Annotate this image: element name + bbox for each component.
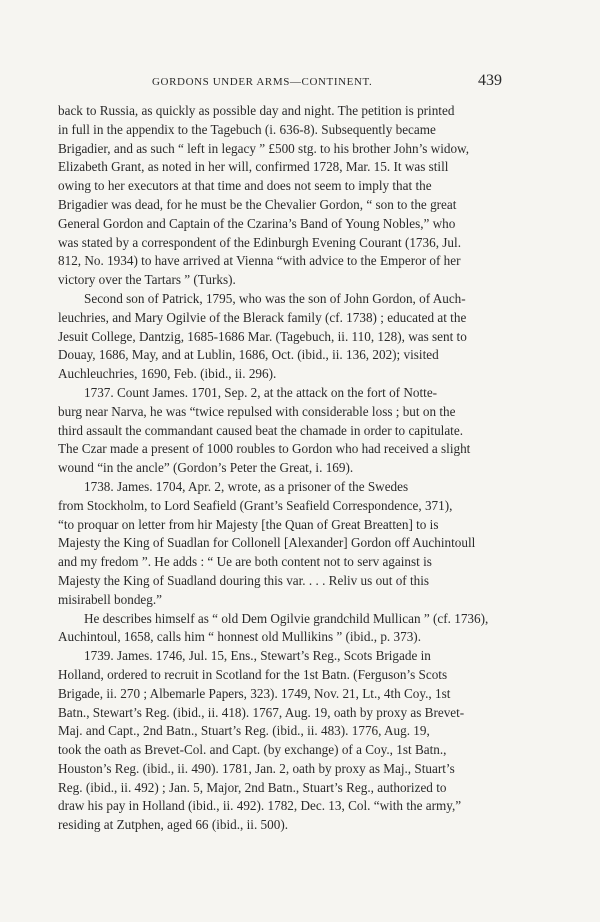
text-line: Jesuit College, Dantzig, 1685-1686 Mar. (Tagebuch, ii. 110, 128), was sent to <box>58 328 467 344</box>
text-line: Batn., Stewart’s Reg. (ibid., ii. 418). 1767, Aug. 19, oath by proxy as Brevet- <box>58 704 465 720</box>
text-line: 1738. James. 1704, Apr. 2, wrote, as a prisoner of the Swedes <box>84 478 409 494</box>
text-line: draw his pay in Holland (ibid., ii. 492). 1782, Dec. 13, Col. “with the army,” <box>58 798 462 814</box>
text-line: Brigade, ii. 270 ; Albemarle Papers, 323). 1749, Nov. 21, Lt., 4th Coy., 1st <box>58 685 451 701</box>
text-line: wound “in the ancle” (Gordon’s Peter the Great, i. 169). <box>58 460 354 476</box>
text-line: Elizabeth Grant, as noted in her will, confirmed 1728, Mar. 15. It was still <box>58 159 449 175</box>
text-line: back to Russia, as quickly as possible day and night. The petition is printed <box>58 103 455 118</box>
page-header <box>0 72 600 94</box>
text-line: Reg. (ibid., ii. 492) ; Jan. 5, Major, 2nd Batn., Stuart’s Reg., authorized to <box>58 779 447 795</box>
text-line: Brigadier was dead, for he must be the Chevalier Gordon, “ son to the great <box>58 196 457 212</box>
text-line: Holland, ordered to recruit in Scotland for the 1st Batn. (Ferguson’s Scots <box>58 666 448 682</box>
text-line: Houston’s Reg. (ibid., ii. 490). 1781, Jan. 2, oath by proxy as Maj., Stuart’s <box>58 760 455 776</box>
page-number: 439 <box>478 72 502 89</box>
text-line: third assault the commandant caused beat the chamade in order to capitulate. <box>58 422 463 438</box>
text-line: Auchintoul, 1658, calls him “ honnest old Mullikins ” (ibid., p. 373). <box>58 629 421 645</box>
text-line: in full in the appendix to the Tagebuch (i. 636-8). Subsequently became <box>58 121 436 137</box>
text-line: from Stockholm, to Lord Seafield (Grant’s Seafield Correspondence, 371), <box>58 497 453 513</box>
text-line: Brigadier, and as such “ left in legacy ” £500 stg. to his brother John’s widow, <box>58 140 470 156</box>
running-head: GORDONS UNDER ARMS—CONTINENT. <box>152 76 373 88</box>
text-line: He describes himself as “ old Dem Ogilvie grandchild Mullican ” (cf. 1736), <box>84 610 489 626</box>
text-line: residing at Zutphen, aged 66 (ibid., ii. 500). <box>58 817 289 833</box>
text-line: and my fredom ”. He adds : “ Ue are both content not to serv against is <box>58 554 432 570</box>
text-line: misirabell bondeg.” <box>58 591 163 607</box>
text-line: owing to her executors at that time and does not seem to imply that the <box>58 178 432 194</box>
text-line: General Gordon and Captain of the Czarina’s Band of Young Nobles,” who <box>58 215 456 231</box>
text-line: 1739. James. 1746, Jul. 15, Ens., Stewart’s Reg., Scots Brigade in <box>84 648 431 664</box>
text-line: Douay, 1686, May, and at Lublin, 1686, Oct. (ibid., ii. 136, 202); visited <box>58 347 439 363</box>
text-line: Second son of Patrick, 1795, who was the son of John Gordon, of Auch- <box>84 290 466 306</box>
text-line: The Czar made a present of 1000 roubles to Gordon who had received a slight <box>58 441 471 457</box>
text-line: victory over the Tartars ” (Turks). <box>58 272 236 288</box>
text-line: “to proquar on letter from hir Majesty [the Quan of Great Breatten] to is <box>58 516 439 532</box>
text-line: Majesty the King of Suadland douring this var. . . . Reliv us out of this <box>58 572 430 588</box>
text-line: Auchleuchries, 1690, Feb. (ibid., ii. 296). <box>58 366 277 382</box>
text-line: burg near Narva, he was “twice repulsed with considerable loss ; but on the <box>58 403 456 419</box>
text-line: took the oath as Brevet-Col. and Capt. (by exchange) of a Coy., 1st Batn., <box>58 742 447 758</box>
text-line: 1737. Count James. 1701, Sep. 2, at the attack on the fort of Notte- <box>84 384 438 400</box>
text-line: Maj. and Capt., 2nd Batn., Stuart’s Reg. (ibid., ii. 483). 1776, Aug. 19, <box>58 723 430 739</box>
text-line: leuchries, and Mary Ogilvie of the Blerack family (cf. 1738) ; educated at the <box>58 309 467 325</box>
text-line: 812, No. 1934) to have arrived at Vienna “with advice to the Emperor of her <box>58 253 461 269</box>
text-line: Majesty the King of Suadlan for Collonell [Alexander] Gordon off Auchintoull <box>58 535 476 551</box>
body-text <box>58 102 518 835</box>
text-line: was stated by a correspondent of the Edinburgh Evening Courant (1736, Jul. <box>58 234 461 250</box>
